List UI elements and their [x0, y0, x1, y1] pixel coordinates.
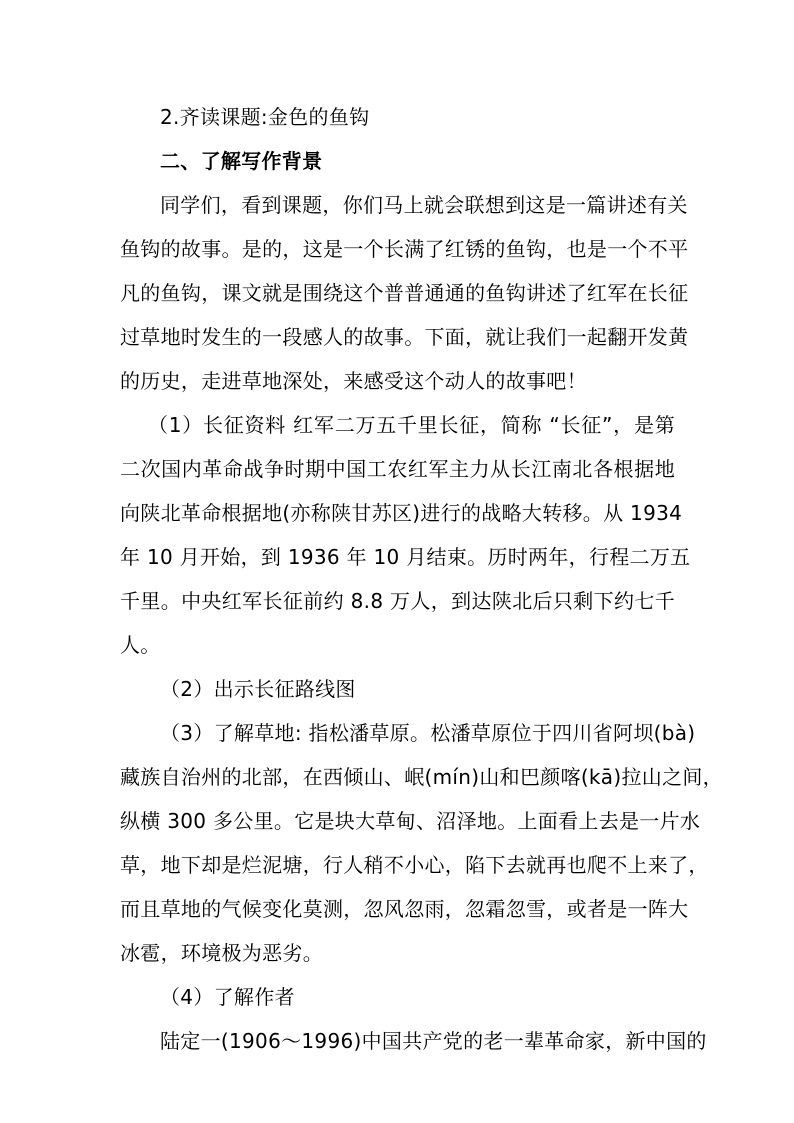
section-heading: 二、了解写作背景: [160, 149, 323, 173]
paragraph-line: 人。: [120, 633, 161, 657]
paragraph-line: 陆定一(1906～1996)中国共产党的老一辈革命家，新中国的: [160, 1029, 707, 1053]
paragraph-line: 凡的鱼钩，课文就是围绕这个普普通通的鱼钩讲述了红军在长征: [120, 281, 689, 305]
paragraph-line: 纵横 300 多公里。它是块大草甸、沼泽地。上面看上去是一片水: [120, 809, 701, 833]
paragraph-line: 的历史，走进草地深处，来感受这个动人的故事吧！: [120, 369, 587, 393]
paragraph-line: 二次国内革命战争时期中国工农红军主力从长江南北各根据地: [120, 457, 675, 481]
paragraph-line: 同学们，看到课题，你们马上就会联想到这是一篇讲述有关: [160, 193, 688, 217]
lesson-step-title: 2.齐读课题:金色的鱼钩: [160, 105, 370, 129]
document-page: [120, 0, 723, 1123]
paragraph-line: （1）长征资料 红军二万五千里长征，简称 “长征”，是第: [148, 413, 675, 437]
paragraph-line: 千里。中央红军长征前约 8.8 万人，到达陕北后只剩下约七千: [120, 589, 675, 613]
paragraph-line: 年 10 月开始，到 1936 年 10 月结束。历时两年，行程二万五: [120, 545, 691, 569]
list-item: （4）了解作者: [160, 985, 295, 1009]
paragraph-line: 冰雹，环境极为恶劣。: [120, 941, 323, 965]
paragraph-line: （3）了解草地: 指松潘草原。松潘草原位于四川省阿坝(bà): [160, 721, 696, 745]
list-item: （2）出示长征路线图: [160, 677, 356, 701]
paragraph-line: 向陕北革命根据地(亦称陕甘苏区)进行的战略大转移。从 1934: [120, 501, 683, 525]
paragraph-line: 过草地时发生的一段感人的故事。下面，就让我们一起翻开发黄: [120, 325, 689, 349]
paragraph-line: 草，地下却是烂泥塘，行人稍不小心，陷下去就再也爬不上来了，: [120, 853, 709, 877]
paragraph-line: 而且草地的气候变化莫测，忽风忽雨，忽霜忽雪，或者是一阵大: [120, 897, 689, 921]
paragraph-line: 藏族自治州的北部，在西倾山、岷(mín)山和巴颜喀(kā)拉山之间，: [120, 765, 723, 789]
paragraph-line: 鱼钩的故事。是的，这是一个长满了红锈的鱼钩，也是一个不平: [120, 237, 689, 261]
